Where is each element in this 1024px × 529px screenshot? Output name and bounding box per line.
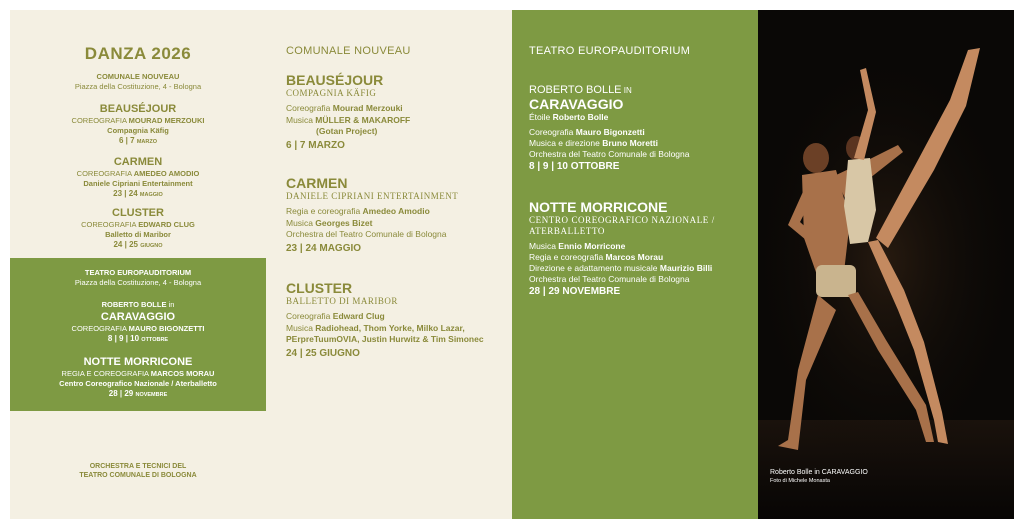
europauditorium-summary-box [10,258,266,411]
show-carmen: CARMEN DANIELE CIPRIANI ENTERTAINMENT Regia e coreografia Amedeo Amodio Musica Georges Bizet Orchestra del Teatro Comunale di Bologna 23 | 24 MAGGIO [286,175,459,254]
brochure-sheet [10,10,1014,519]
summary-notte-morricone: NOTTE MORRICONE REGIA E COREOGRAFIA MARCOS MORAU Centro Coreografico Nazionale / Aterballetto 28 | 29 NOVEMBRE [59,356,217,398]
program-summary-panel [10,10,266,519]
photo-caption: Roberto Bolle in CARAVAGGIO Foto di Michele Monasta [770,469,868,484]
show-beausejour: BEAUSÉJOUR COMPAGNIA KÄFIG Coreografia Mourad Merzouki Musica MÜLLER & MAKAROFF (Gotan Project) 6 | 7 MARZO [286,72,411,151]
show-cluster: CLUSTER BALLETTO DI MARIBOR Coreografia Edward Clug Musica Radiohead, Thom Yorke, Milko Lazar, PErpreTuumOVIA, Justin Hurwitz & Tim Simonec 24 | 25 GIUGNO [286,280,484,359]
dancers-photo [758,10,1014,519]
venue-heading: TEATRO EUROPAUDITORIUM [529,45,691,57]
orchestra-credit: ORCHESTRA E TECNICI DEL TEATRO COMUNALE DI BOLOGNA [79,463,197,479]
summary-beausejour: BEAUSÉJOUR COREOGRAFIA MOURAD MERZOUKI Compagnia Käfig 6 | 7 MARZO [71,103,205,145]
show-caravaggio: ROBERTO BOLLE IN CARAVAGGIO Étoile Roberto Bolle Coreografia Mauro Bigonzetti Musica e direzione Bruno Moretti Orchestra del Teatro Comunale di Bologna 8 | 9 | 10 OTTOBRE [529,84,690,172]
comunale-nouveau-panel [266,10,512,519]
summary-caravaggio: ROBERTO BOLLE in CARAVAGGIO COREOGRAFIA MAURO BIGONZETTI 8 | 9 | 10 OTTOBRE [71,300,205,343]
europauditorium-panel [512,10,758,519]
venue-europauditorium: TEATRO EUROPAUDITORIUM Piazza della Costituzione, 4 - Bologna [74,268,202,287]
show-notte-morricone: NOTTE MORRICONE CENTRO COREOGRAFICO NAZIONALE / ATERBALLETTO Musica Ennio Morricone Regia e coreografia Marcos Morau Direzione e adattamento musicale Maurizio Billi Orchestra del Teatro Comunale di Bologna 28 | 29 NOVEMBRE [529,199,715,297]
summary-carmen: CARMEN COREOGRAFIA AMEDEO AMODIO Daniele Cipriani Entertainment 23 | 24 MAGGIO [76,156,200,198]
venue-heading: COMUNALE NOUVEAU [286,45,411,57]
venue-comunale-nouveau: COMUNALE NOUVEAU Piazza della Costituzione, 4 - Bologna [74,72,202,91]
dancer-photo-panel [758,10,1014,519]
season-title: DANZA 2026 [84,44,192,63]
summary-cluster: CLUSTER COREOGRAFIA EDWARD CLUG Balletto di Maribor 24 | 25 GIUGNO [81,207,195,249]
